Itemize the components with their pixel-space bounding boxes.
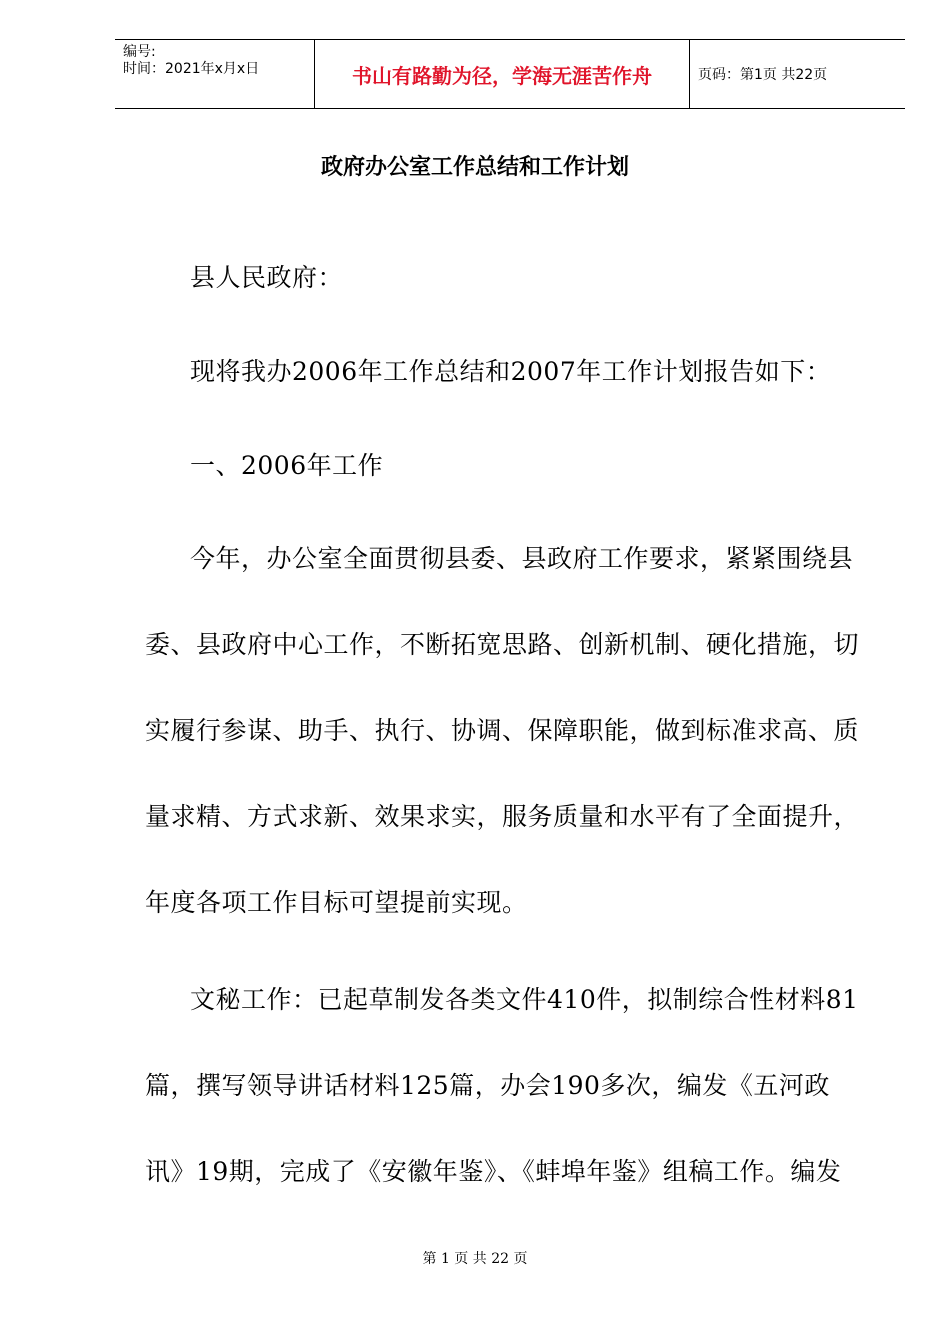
paragraph-line: 年度各项工作目标可望提前实现。 (145, 888, 528, 917)
page-info: 页码：第1页 共22页 (698, 67, 828, 83)
intro-paragraph: 现将我办2006年工作总结和2007年工作计划报告如下： (190, 357, 832, 386)
paragraph-line: 实履行参谋、助手、执行、协调、保障职能，做到标准求高、质 (145, 716, 860, 745)
paragraph-line: 文秘工作：已起草制发各类文件410件，拟制综合性材料81 (190, 985, 859, 1014)
header-meta (115, 40, 315, 108)
document-header (115, 39, 905, 109)
salutation: 县人民政府： (190, 263, 344, 292)
paragraph-line: 量求精、方式求新、效果求实，服务质量和水平有了全面提升， (145, 802, 860, 831)
document-title: 政府办公室工作总结和工作计划 (320, 155, 629, 180)
paragraph-line: 委、县政府中心工作，不断拓宽思路、创新机制、硬化措施，切 (145, 630, 860, 659)
paragraph-line: 篇，撰写领导讲话材料125篇，办会190多次，编发《五河政 (145, 1071, 830, 1100)
section-heading: 一、2006年工作 (190, 451, 384, 480)
motto: 书山有路勤为径，学海无涯苦作舟 (315, 40, 690, 108)
number-label: 编号: (123, 44, 156, 60)
time-label: 时间：2021年x月x日 (123, 61, 260, 77)
page-footer: 第 1 页 共 22 页 (422, 1251, 528, 1267)
paragraph-line: 讯》19期，完成了《安徽年鉴》、《蚌埠年鉴》组稿工作。编发 (145, 1157, 842, 1186)
paragraph-line: 今年，办公室全面贯彻县委、县政府工作要求，紧紧围绕县 (190, 544, 854, 573)
